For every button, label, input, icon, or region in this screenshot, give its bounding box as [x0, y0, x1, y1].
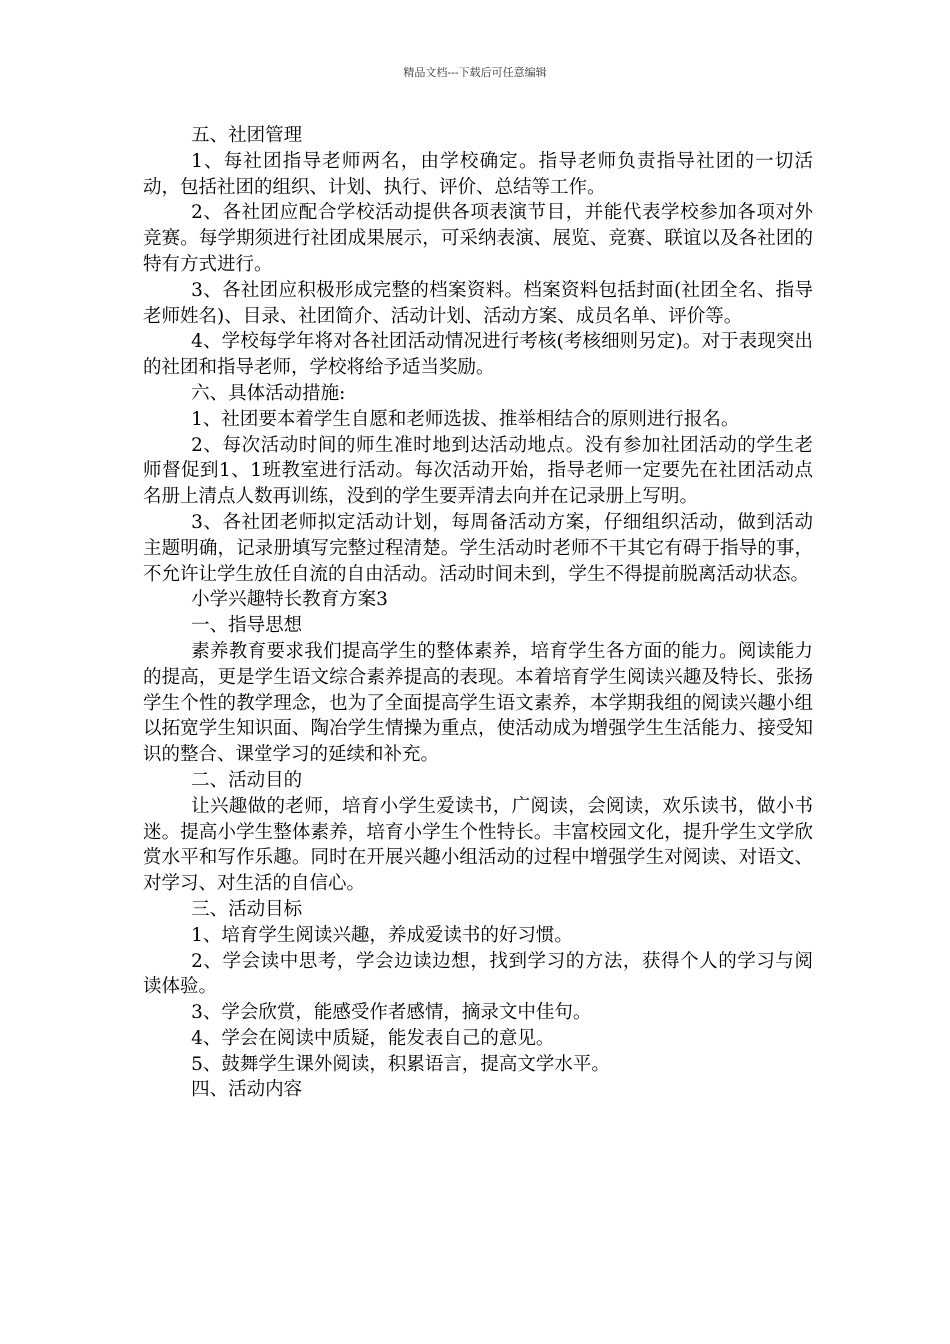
paragraph: 1、每社团指导老师两名，由学校确定。指导老师负责指导社团的一切活动，包括社团的组织、计划、执行、评价、总结等工作。 — [143, 150, 813, 198]
paragraph: 让兴趣做的老师，培育小学生爱读书，广阅读，会阅读，欢乐读书，做小书迷。提高小学生整体素养，培育小学生个性特长。丰富校园文化，提升学生文学欣赏水平和写作乐趣。同时在开展兴趣小组活动的过程中增强学生对阅读、对语文、对学习、对生活的自信心。 — [143, 795, 813, 895]
paragraph: 2、各社团应配合学校活动提供各项表演节目，并能代表学校参加各项对外竞赛。每学期须进行社团成果展示，可采纳表演、展览、竞赛、联谊以及各社团的特有方式进行。 — [143, 202, 813, 275]
section-heading-guiding-ideas: 一、指导思想 — [191, 615, 303, 637]
section-heading-club-management: 五、社团管理 — [191, 125, 303, 146]
list-item: 1、培育学生阅读兴趣，养成爱读书的好习惯。 — [191, 924, 573, 946]
paragraph: 素养教育要求我们提高学生的整体素养，培育学生各方面的能力。阅读能力的提高，更是学生语文综合素养提高的表现。本着培育学生阅读兴趣及特长、张扬学生个性的教学理念，也为了全面提高学生语文素养，本学期我组的阅读兴趣小组以拓宽学生知识面、陶冶学生情操为重点，使活动成为增强学生生活能力、接受知识的整合、课堂学习的延续和补充。 — [143, 640, 813, 766]
list-item: 2、学会读中思考，学会边读边想，找到学习的方法，获得个人的学习与阅读体验。 — [143, 950, 813, 998]
list-item: 5、鼓舞学生课外阅读，积累语言，提高文学水平。 — [191, 1053, 610, 1075]
document-body — [143, 123, 813, 1103]
list-item: 4、学会在阅读中质疑，能发表自己的意见。 — [191, 1027, 555, 1049]
section-heading-content: 四、活动内容 — [191, 1079, 303, 1101]
section-heading-measures: 六、具体活动措施: — [191, 382, 346, 404]
document-subtitle: 小学兴趣特长教育方案3 — [191, 589, 388, 611]
paragraph: 3、各社团老师拟定活动计划，每周备活动方案，仔细组织活动，做到活动主题明确，记录册填写完整过程清楚。学生活动时老师不干其它有碍于指导的事，不允许让学生放任自流的自由活动。活动时间未到，学生不得提前脱离活动状态。 — [143, 511, 813, 585]
list-item: 3、学会欣赏，能感受作者感情，摘录文中佳句。 — [191, 1002, 592, 1024]
section-heading-goals: 三、活动目标 — [191, 898, 303, 920]
section-heading-purpose: 二、活动目的 — [191, 769, 303, 791]
paragraph: 2、每次活动时间的师生准时地到达活动地点。没有参加社团活动的学生老师督促到1、1班教室进行活动。每次活动开始，指导老师一定要先在社团活动点名册上清点人数再训练，没到的学生要弄清去向并在记录册上写明。 — [143, 434, 813, 508]
paragraph: 1、社团要本着学生自愿和老师选拔、推举相结合的原则进行报名。 — [191, 408, 740, 430]
page-header: 精品文档---下载后可任意编辑 — [403, 66, 547, 79]
paragraph: 4、学校每学年将对各社团活动情况进行考核(考核细则另定)。对于表现突出的社团和指导老师，学校将给予适当奖励。 — [143, 331, 813, 379]
paragraph: 3、各社团应积极形成完整的档案资料。档案资料包括封面(社团全名、指导老师姓名)、目录、社团简介、活动计划、活动方案、成员名单、评价等。 — [143, 279, 813, 327]
